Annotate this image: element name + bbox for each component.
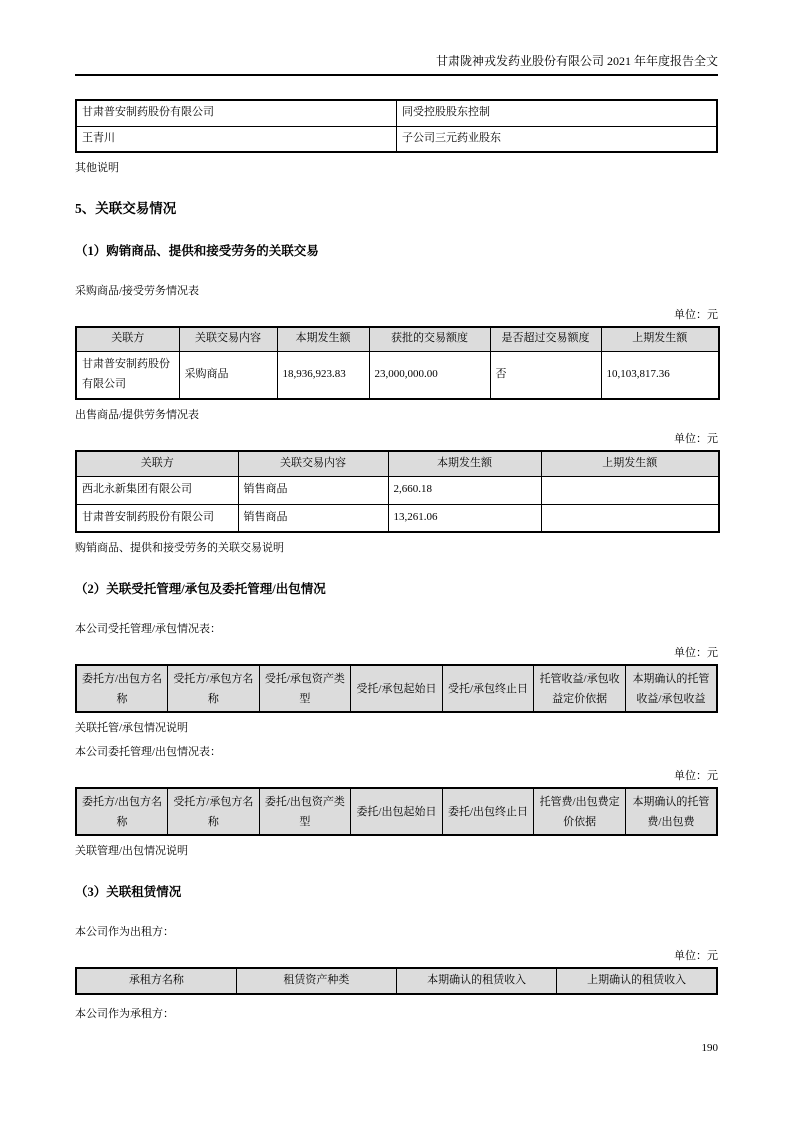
column-header: 上期确认的租赁收入 [557,968,717,994]
page-content [75,0,718,1021]
entrusted-note-label: 关联托管/承包情况说明 [75,722,189,734]
outsourced-note-label: 关联管理/出包情况说明 [75,845,189,857]
document-header [75,0,718,76]
other-note-label: 其他说明 [75,162,119,174]
party-name-cell: 甘肃普安制药股份有限公司 [76,504,238,532]
column-header: 本期确认的托管费/出包费 [625,788,717,835]
unit-label: 单位：元 [674,647,718,659]
subsection-1-heading: （1）购销商品、提供和接受劳务的关联交易 [75,244,319,258]
purchase-table-caption: 采购商品/接受劳务情况表 [75,285,200,297]
prior-amount-cell [541,476,719,504]
column-header: 上期发生额 [601,327,719,351]
column-header: 获批的交易额度 [369,327,490,351]
column-header: 本期确认的租赁收入 [397,968,557,994]
column-header: 托管费/出包费定价依据 [534,788,626,835]
column-header: 委托/出包终止日 [442,788,534,835]
outsourced-management-table [75,787,718,836]
related-party-relation-cell: 子公司三元药业股东 [397,126,718,152]
subsection-3-heading: （3）关联租赁情况 [75,885,182,899]
outsourced-table-caption: 本公司委托管理/出包情况表： [75,746,222,758]
prior-amount-cell: 10,103,817.36 [601,351,719,399]
column-header: 关联交易内容 [238,451,388,476]
purchase-table [75,326,720,400]
column-header: 承租方名称 [76,968,236,994]
entrusted-table-caption: 本公司受托管理/承包情况表： [75,623,222,635]
transaction-content-cell: 销售商品 [238,476,388,504]
table-header-row [76,788,717,835]
column-header: 租赁资产种类 [236,968,396,994]
column-header: 托管收益/承包收益定价依据 [534,665,626,712]
column-header: 委托方/出包方名称 [76,788,168,835]
column-header: 受托方/承包方名称 [168,788,260,835]
purchase-sale-note-label: 购销商品、提供和接受劳务的关联交易说明 [75,542,284,554]
prior-amount-cell [541,504,719,532]
related-party-table [75,99,718,153]
table-header-row [76,968,717,994]
column-header: 关联交易内容 [179,327,277,351]
column-header: 关联方 [76,451,238,476]
table-header-row [76,327,719,351]
table-row [76,504,719,532]
approved-amount-cell: 23,000,000.00 [369,351,490,399]
column-header: 受托/承包起始日 [351,665,443,712]
lease-table [75,967,718,995]
sale-table [75,450,720,533]
column-header: 委托/出包资产类型 [259,788,351,835]
column-header: 委托/出包起始日 [351,788,443,835]
current-amount-cell: 13,261.06 [388,504,541,532]
table-row [76,351,719,399]
column-header: 受托方/承包方名称 [168,665,260,712]
column-header: 关联方 [76,327,179,351]
sale-table-caption: 出售商品/提供劳务情况表 [75,409,200,421]
exceeded-flag-cell: 否 [490,351,601,399]
lessor-caption: 本公司作为出租方： [75,926,174,938]
column-header: 本期发生额 [388,451,541,476]
column-header: 委托方/出包方名称 [76,665,168,712]
column-header: 本期确认的托管收益/承包收益 [625,665,717,712]
table-header-row [76,451,719,476]
column-header: 本期发生额 [277,327,369,351]
table-row [76,476,719,504]
current-amount-cell: 2,660.18 [388,476,541,504]
party-name-cell: 甘肃普安制药股份有限公司 [76,351,179,399]
related-party-relation-cell: 同受控股股东控制 [397,100,718,126]
column-header: 受托/承包资产类型 [259,665,351,712]
unit-label: 单位：元 [674,309,718,321]
related-party-name-cell: 王青川 [76,126,397,152]
section-5-heading: 5、关联交易情况 [75,201,177,216]
related-party-name-cell: 甘肃普安制药股份有限公司 [76,100,397,126]
party-name-cell: 西北永新集团有限公司 [76,476,238,504]
table-row [76,100,717,126]
unit-label: 单位：元 [674,950,718,962]
page-number: 190 [701,1042,718,1054]
table-header-row [76,665,717,712]
transaction-content-cell: 销售商品 [238,504,388,532]
current-amount-cell: 18,936,923.83 [277,351,369,399]
lessee-caption: 本公司作为承租方： [75,1008,174,1020]
table-row [76,126,717,152]
column-header: 受托/承包终止日 [442,665,534,712]
transaction-content-cell: 采购商品 [179,351,277,399]
report-title: 甘肃陇神戎发药业股份有限公司 2021 年年度报告全文 [435,54,718,68]
column-header: 是否超过交易额度 [490,327,601,351]
column-header: 上期发生额 [541,451,719,476]
unit-label: 单位：元 [674,433,718,445]
entrusted-management-table [75,664,718,713]
subsection-2-heading: （2）关联受托管理/承包及委托管理/出包情况 [75,582,326,596]
unit-label: 单位：元 [674,770,718,782]
